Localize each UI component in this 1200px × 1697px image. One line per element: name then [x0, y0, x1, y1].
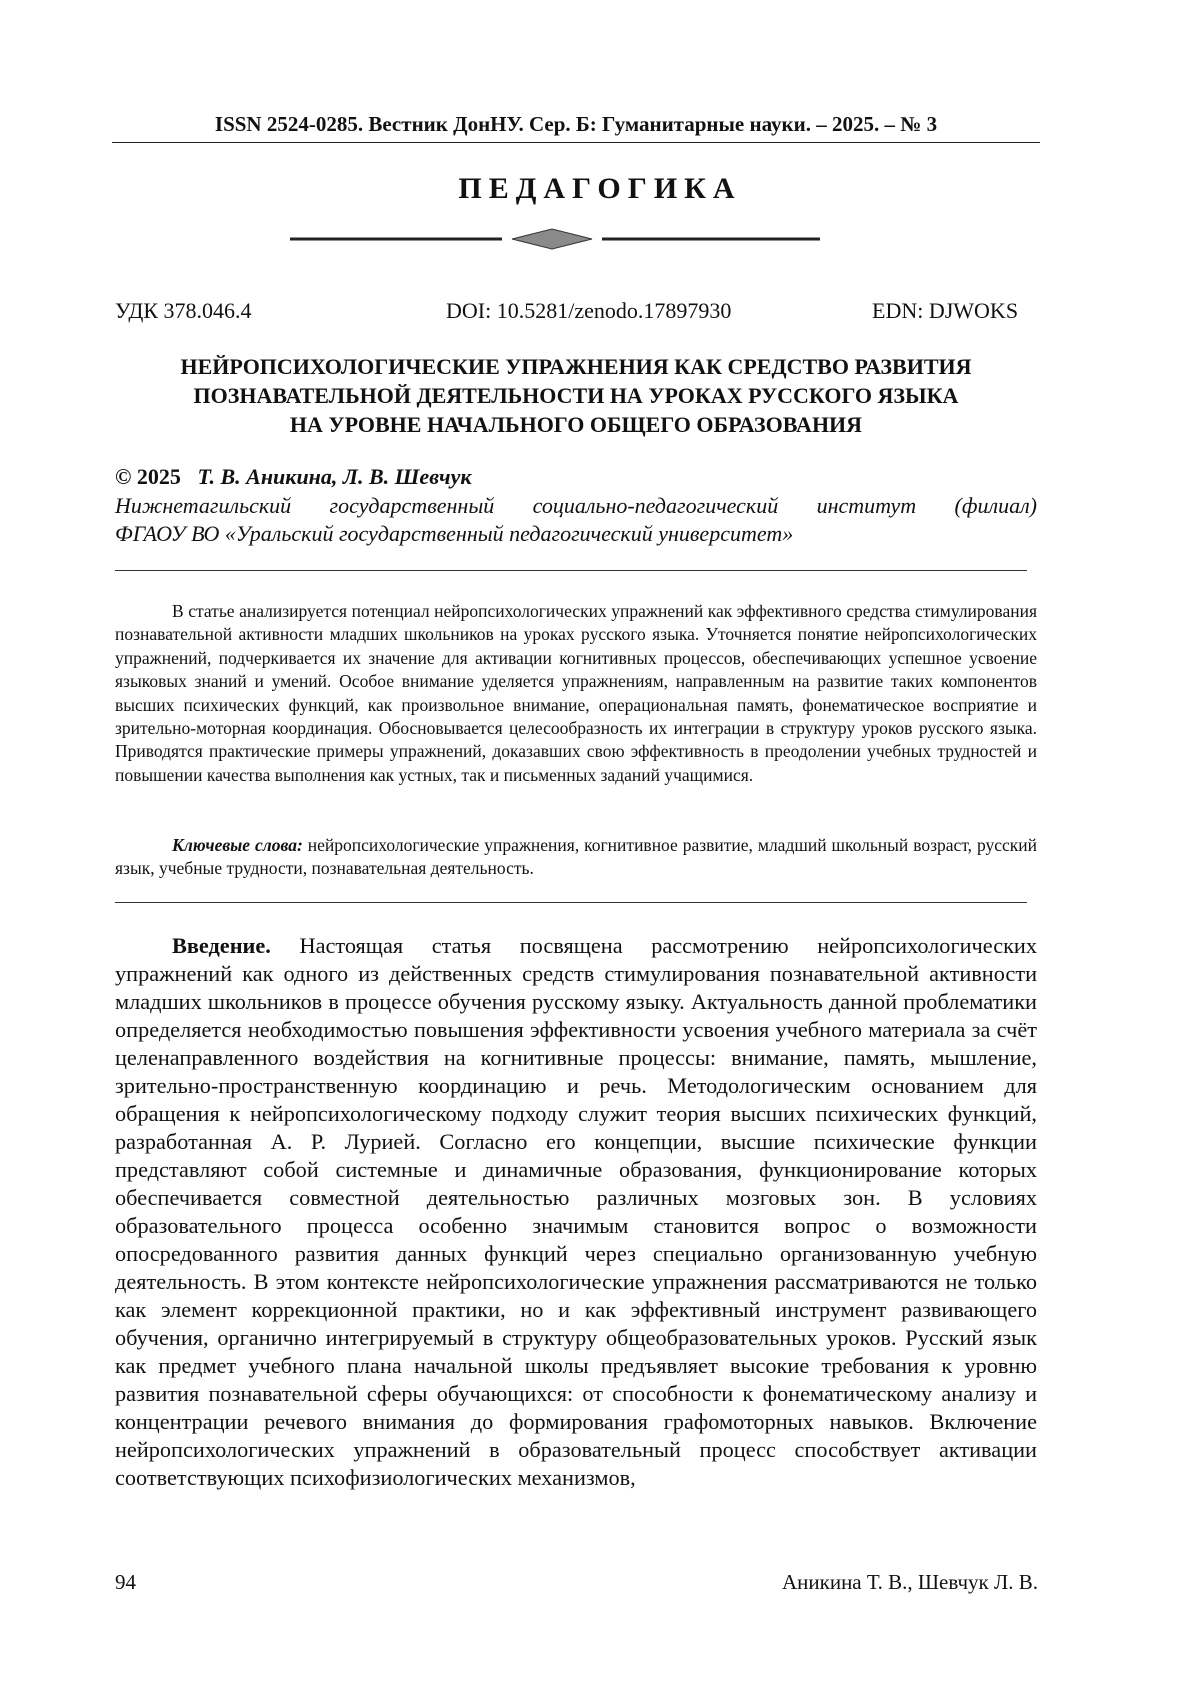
ornament-divider [290, 226, 820, 252]
udk-code: УДК 378.046.4 [115, 298, 252, 323]
keywords-label: Ключевые слова: [172, 835, 303, 855]
header-rule [112, 142, 1040, 143]
author-line [115, 464, 471, 490]
intro-text: Настоящая статья посвящена рассмотрению нейропсихологических упражнений как одного из действенных средств стимулирования познавательной активности младших школьников в процессе обучения русскому языку. Актуальность данной проблематики определяется необходимостью повышения эффективности усвоения учебного материала за счёт целенаправленного воздействия на когнитивные процессы: внимание, память, мышление, зрительно-пространственную координацию и речь. Методологическим основанием для обращения к нейропсихологическому подходу служит теория высших психических функций, разработанная А. Р. Лурией. Согласно его концепции, высшие психические функции представляют собой системные и динамичные образования, функционирование которых обеспечивается совместной деятельностью различных мозговых зон. В условиях образовательного процесса особенно значимым становится вопрос о возможности опосредованного развития данных функций через специально организованную учебную деятельность. В этом контексте нейропсихологические упражнения рассматриваются не только как элемент коррекционной практики, но и как эффективный инструмент развивающего обучения, органично интегрируемый в структуру общеобразовательных уроков. Русский язык как предмет учебного плана начальной школы предъявляет высокие требования к уровню развития познавательной сферы обучающихся: от способности к фонематическому анализу и концентрации речевого внимания до формирования графомоторных навыков. Включение нейропсихологических упражнений в образовательный процесс способствует активации соответствующих психофизиологических механизмов, [115, 933, 1038, 1490]
keywords-paragraph [115, 834, 1037, 881]
section-title: ПЕДАГОГИКА [458, 172, 742, 205]
title-line: НЕЙРОПСИХОЛОГИЧЕСКИЕ УПРАЖНЕНИЯ КАК СРЕДСТВО РАЗВИТИЯ [180, 354, 972, 379]
ornament-diamond-icon [512, 229, 592, 249]
journal-header: ISSN 2524-0285. Вестник ДонНУ. Сер. Б: Гуманитарные науки. – 2025. – № 3 [214, 112, 938, 136]
keywords: нейропсихологические упражнения, когнитивное развитие, младший школьный возраст, русский язык, учебные трудности, познавательная деятельность. [115, 835, 1038, 879]
doi: DOI: 10.5281/zenodo.17897930 [446, 298, 732, 323]
separator-rule [115, 570, 1027, 571]
page-number: 94 [115, 1570, 136, 1594]
copyright: © 2025 [115, 464, 181, 489]
authors: Т. В. Аникина, Л. В. Шевчук [197, 464, 472, 489]
intro-label: Введение. [172, 933, 271, 958]
title-line: НА УРОВНЕ НАЧАЛЬНОГО ОБЩЕГО ОБРАЗОВАНИЯ [289, 412, 863, 437]
abstract: В статье анализируется потенциал нейропсихологических упражнений как эффективного средства стимулирования познавательной активности младших школьников на уроках русского языка. Уточняется понятие нейропсихологических упражнений, подчеркивается их значение для активации когнитивных процессов, обеспечивающих успешное усвоение языковых знаний и умений. Особое внимание уделяется упражнениям, направленным на развитие таких компонентов высших психических функций, как произвольное внимание, операциональная память, фонематическое восприятие и зрительно-моторная координация. Обосновывается целесообразность их интеграции в структуру уроков русского языка. Приводятся практические примеры упражнений, доказавших свою эффективность в преодолении учебных трудностей и повышении качества выполнения как устных, так и письменных заданий учащимися. [115, 601, 1037, 785]
affiliation-line-2: ФГАОУ ВО «Уральский государственный педагогический университет» [115, 521, 794, 546]
separator-rule [115, 902, 1027, 903]
article-title [112, 352, 1040, 439]
affiliation-line-1: Нижнетагильский государственный социально-педагогический институт (филиал) [115, 493, 1037, 518]
body-paragraph [115, 932, 1037, 1492]
footer-authors: Аникина Т. В., Шевчук Л. В. [781, 1570, 1038, 1594]
edn: EDN: DJWOKS [872, 298, 1019, 323]
title-line: ПОЗНАВАТЕЛЬНОЙ ДЕЯТЕЛЬНОСТИ НА УРОКАХ РУССКОГО ЯЗЫКА [193, 383, 959, 408]
